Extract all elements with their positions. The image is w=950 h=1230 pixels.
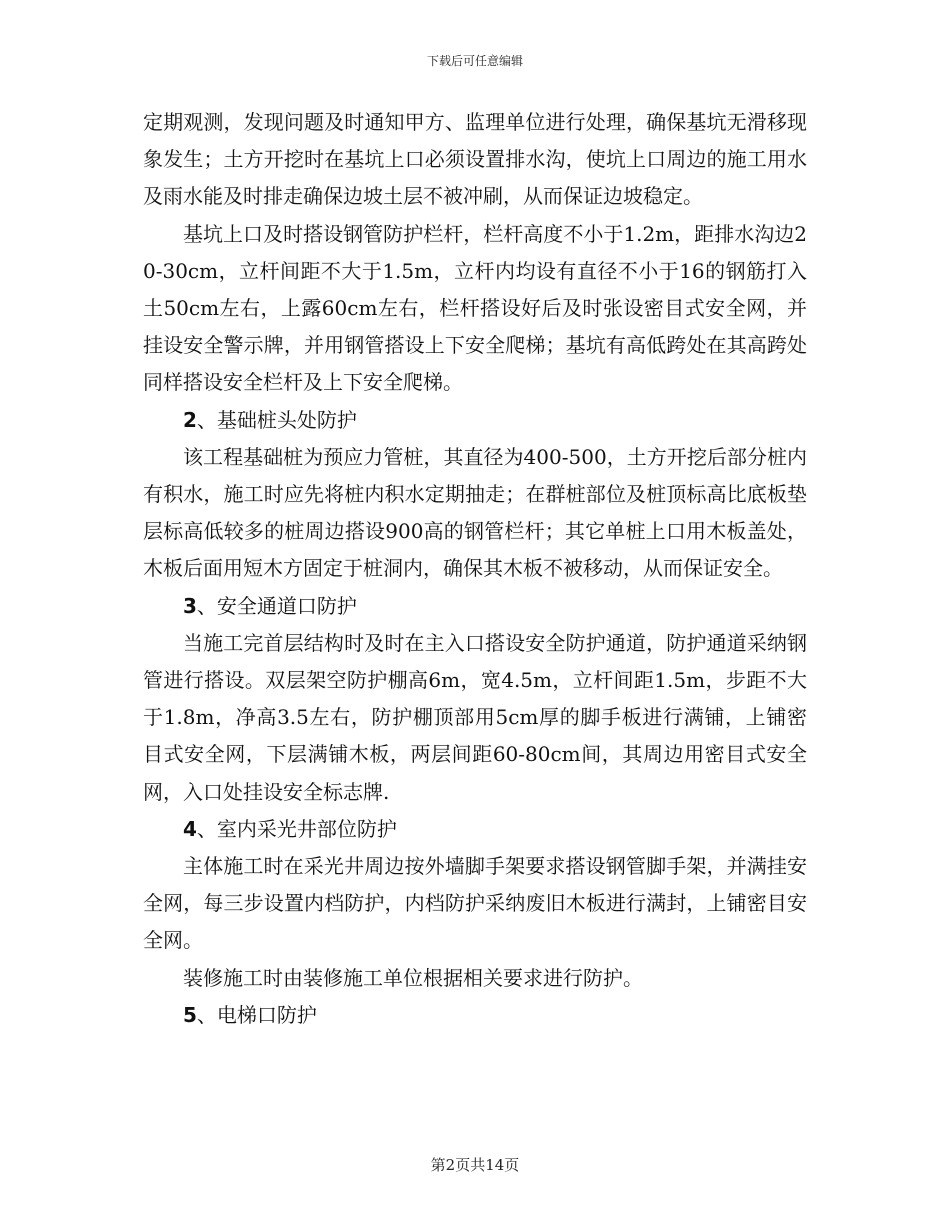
section-number: 4: [183, 816, 197, 841]
section-heading-safety-passage: [143, 588, 807, 625]
section-title: 、基础桩头处防护: [196, 407, 357, 432]
section-title: 、电梯口防护: [196, 1002, 317, 1027]
section-number: 2: [183, 407, 197, 432]
paragraph-slope-monitoring: 定期观测，发现问题及时通知甲方、监理单位进行处理，确保基坑无滑移现象发生；土方开挖时在基坑上口必须设置排水沟，使坑上口周边的施工用水及雨水能及时排走确保边坡土层不被冲刷，从而保证边坡稳定。: [143, 110, 807, 209]
paragraph-guardrail: 基坑上口及时搭设钢管防护栏杆，栏杆高度不小于1.2m，距排水沟边20-30cm，立杆间距不大于1.5m，立杆内均设有直径不小于16的钢筋打入土50cm左右，上露60cm左右，栏杆搭设好后及时张设密目式安全网，并挂设安全警示牌，并用钢管搭设上下安全爬梯；基坑有高低跨处在其高跨处同样搭设安全栏杆及上下安全爬梯。: [143, 221, 807, 395]
section-title: 、安全通道口防护: [196, 593, 357, 618]
paragraph-safety-passage: 当施工完首层结构时及时在主入口搭设安全防护通道，防护通道采纳钢管进行搭设。双层架空防护棚高6m，宽4.5m，立杆间距1.5m，步距不大于1.8m，净高3.5左右，防护棚顶部用5cm厚的脚手板进行满铺，上铺密目式安全网，下层满铺木板，两层间距60-80cm间，其周边用密目式安全网，入口处挂设安全标志牌.: [143, 630, 807, 804]
section-title: 、室内采光井部位防护: [196, 816, 397, 841]
section-number: 3: [183, 593, 197, 618]
paragraph-decoration: 装修施工时由装修施工单位根据相关要求进行防护。: [183, 965, 643, 990]
section-number: 5: [183, 1002, 197, 1027]
page-header: 下载后可任意编辑: [426, 54, 523, 68]
section-heading-light-well: [143, 811, 807, 848]
document-body: [143, 104, 807, 1034]
paragraph-pile-head: 该工程基础桩为预应力管桩，其直径为400-500，土方开挖后部分桩内有积水，施工时应先将桩内积水定期抽走；在群桩部位及桩顶标高比底板垫层标高低较多的桩周边搭设900高的钢管栏杆；其它单桩上口用木板盖处，木板后面用短木方固定于桩洞内，确保其木板不被移动，从而保证安全。: [143, 444, 807, 581]
section-heading-elevator: [143, 997, 807, 1034]
section-heading-pile-head: [143, 402, 807, 439]
page-footer: 第2页共14页: [430, 1156, 520, 1174]
paragraph-light-well: 主体施工时在采光井周边按外墙脚手架要求搭设钢管脚手架，并满挂安全网，每三步设置内档防护，内档防护采纳废旧木板进行满封，上铺密目安全网。: [143, 854, 807, 953]
